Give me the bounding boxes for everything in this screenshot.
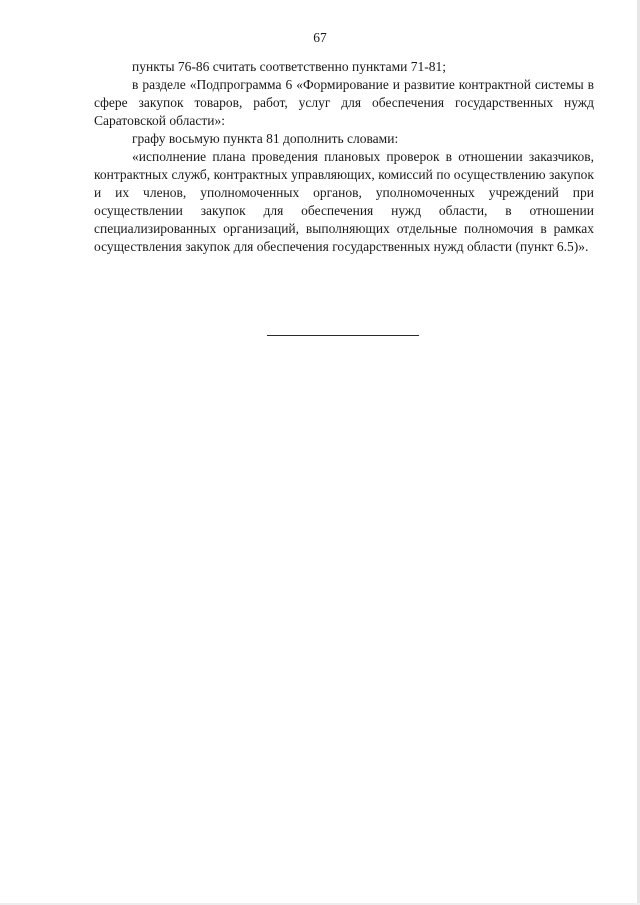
paragraph-section-reference: в разделе «Подпрограмма 6 «Формирование и развитие контрактной системы в сфере закупок товаров, работ, услуг для обеспечения государственных нужд Саратовской области»: xyxy=(94,77,594,128)
document-body xyxy=(94,58,594,256)
page-number: 67 xyxy=(313,30,327,45)
paragraph-column-amendment: графу восьмую пункта 81 дополнить словами: xyxy=(132,131,399,146)
paragraph-renumbering: пункты 76-86 считать соответственно пунктами 71-81; xyxy=(132,59,447,74)
end-separator-line xyxy=(267,335,419,336)
paragraph-quoted-addition: «исполнение плана проведения плановых проверок в отношении заказчиков, контрактных служб, контрактных управляющих, комиссий по осуществлению закупок и их членов, уполномоченных органов, уполномоченных учреждений при осуществлении закупок для обеспечения нужд области, в отношении специализированных организаций, выполняющих отдельные полномочия в рамках осуществления закупок для обеспечения государственных нужд области (пункт 6.5)». xyxy=(94,149,594,254)
